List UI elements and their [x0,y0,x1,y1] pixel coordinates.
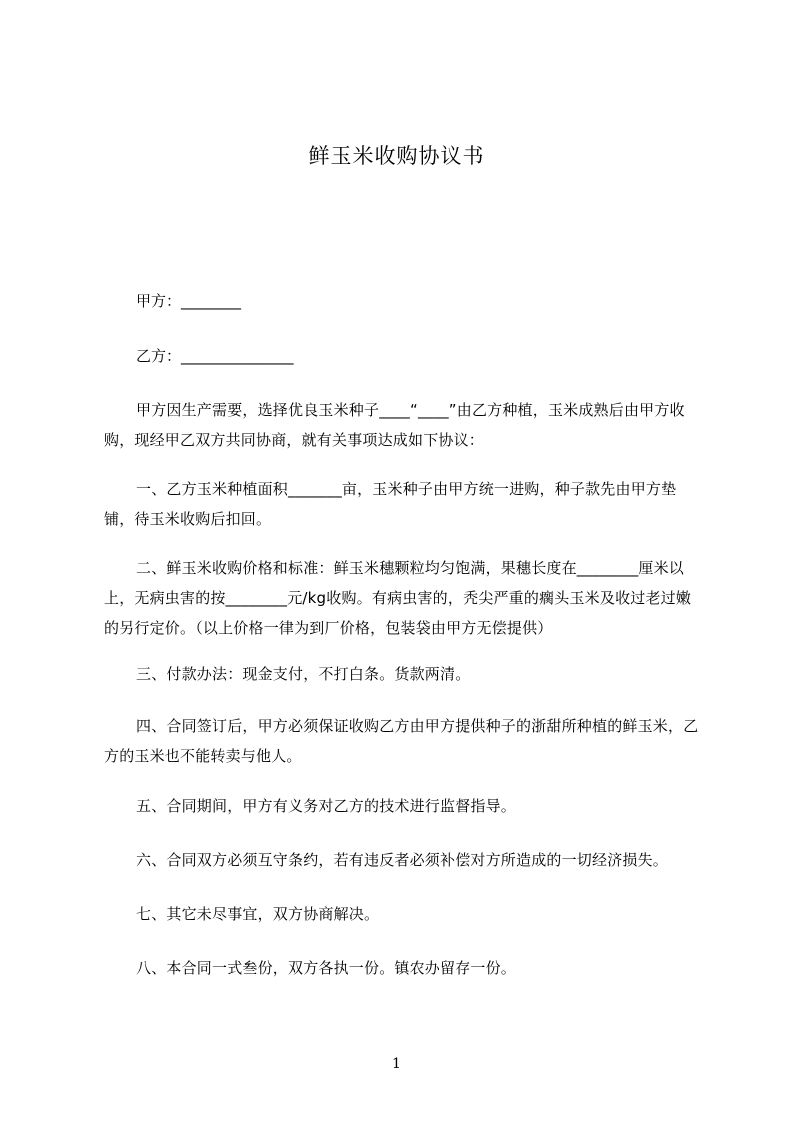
clause-1 [104,474,704,534]
intro-text: 甲方因生产需要，选择优良玉米种子____“____”由乙方种植，玉米成熟后由甲方收购，现经甲乙双方共同协商，就有关事项达成如下协议： [104,401,685,449]
clause-7-text: 七、其它未尽事宜，双方协商解决。 [136,905,380,923]
clause-1-text: 一、乙方玉米种植面积_______亩，玉米种子由甲方统一进购，种子款先由甲方垫铺，待玉米收购后扣回。 [104,480,677,528]
clause-2 [104,553,704,643]
clause-3-text: 三、付款办法：现金支付，不打白条。货款两清。 [136,665,471,683]
page-number: 1 [392,1056,401,1072]
document-title: 鲜玉米收购协议书 [308,144,485,168]
clause-6-text: 六、合同双方必须互守条约，若有违反者必须补偿对方所造成的一切经济损失。 [136,851,669,869]
clause-3 [104,659,704,689]
clause-5-text: 五、合同期间，甲方有义务对乙方的技术进行监督指导。 [136,797,517,815]
party-a-label: 甲方： [136,292,182,310]
party-b-blank: _______________ [181,347,294,365]
clause-6 [104,845,704,875]
clause-7 [104,899,704,929]
clause-2-text: 二、鲜玉米收购价格和标准：鲜玉米穗颗粒均匀饱满，果穗长度在________厘米以上，无病虫害的按________元/kg收购。有病虫害的，秃尖严重的瘸头玉米及收过老过嫩的另行定价。（以上价格一律为到厂价格，包装袋由甲方无偿提供） [104,559,692,637]
party-b-label: 乙方： [136,347,182,365]
clause-4-text: 四、合同签订后，甲方必须保证收购乙方由甲方提供种子的浙甜所种植的鲜玉米，乙方的玉米也不能转卖与他人。 [104,717,699,765]
party-b-line [136,346,294,366]
clause-8 [104,953,704,983]
clause-4 [104,711,704,771]
clause-8-text: 八、本合同一式叁份，双方各执一份。镇农办留存一份。 [136,959,517,977]
intro-paragraph [104,395,704,455]
party-a-blank: ________ [181,292,242,310]
clause-5 [104,791,704,821]
party-a-line [136,291,241,311]
